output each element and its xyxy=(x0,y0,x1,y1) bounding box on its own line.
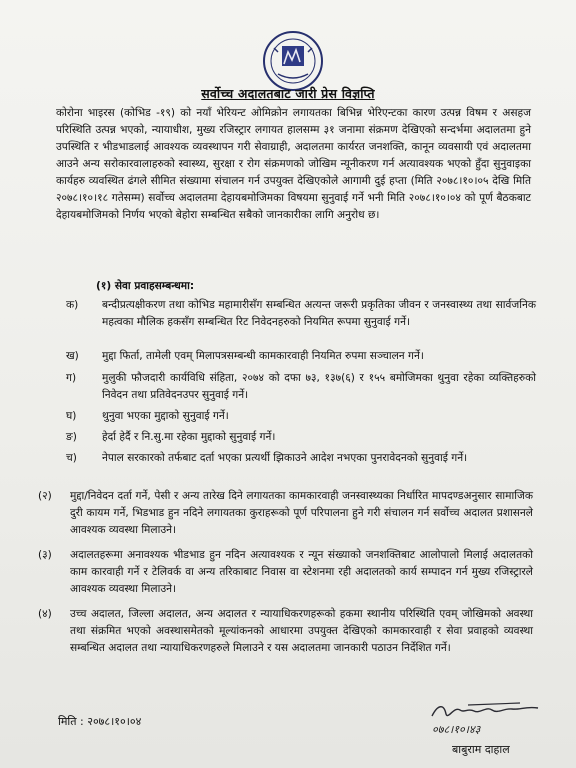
numbered-point xyxy=(38,547,533,598)
list-item xyxy=(66,297,536,331)
signer-name: बाबुराम दाहाल xyxy=(452,743,510,756)
supreme-court-seal-icon xyxy=(262,30,324,92)
signature-date: ०७८।१०।४३ xyxy=(432,723,481,736)
item-text: हेर्दा हेर्दै र नि.सु.मा रहेका मुद्दाको सुनुवाई गर्ने। xyxy=(102,431,276,443)
item-marker: ङ) xyxy=(66,431,77,443)
item-text: बन्दीप्रत्यक्षीकरण तथा कोभिड महामारीसँग सम्बन्धित अत्यन्त जरूरी प्रकृतिका जीवन र जनस्वास्थ्य तथा सार्वजनिक महत्वका मौलिक हकसँग सम्बन्धित रिट निवेदनहरुको नियमित रूपमा सुनुवाई गर्ने। xyxy=(102,299,536,328)
point-text: मुद्दा/निवेदन दर्ता गर्ने, पेसी र अन्य तारेख दिने लगायतका कामकारवाही जनस्वास्थ्यका निर्धारित मापदण्डअनुसार सामाजिक दुरी कायम गर्ने, भिडभाड हुन नदिने लगायतका कुराहरूको पूर्ण परिपालना हुने गरी संचालन गर्न सर्वोच्च अदालत प्रशासनले आवश्यक व्यवस्था मिलाउने। xyxy=(70,490,533,536)
list-item xyxy=(66,370,536,404)
list-item xyxy=(66,348,536,365)
point-marker: (४) xyxy=(38,608,52,620)
signature-icon xyxy=(428,700,548,722)
item-text: मुलुकी फौजदारी कार्यविधि संहिता, २०७४ को दफा ७३, १३७(६) र १५५ बमोजिमका थुनुवा रहेका व्यक्तिहरुको निवेदन तथा प्रतिवेदनउपर सुनुवाई गर्ने। xyxy=(102,372,536,401)
list-item xyxy=(66,429,536,446)
item-marker: ख) xyxy=(66,350,79,362)
issue-date: मिति : २०७८।१०।०४ xyxy=(58,715,142,728)
list-item xyxy=(66,450,536,467)
point-marker: (२) xyxy=(38,490,52,502)
item-marker: घ) xyxy=(66,410,77,422)
numbered-point xyxy=(38,606,533,657)
section-heading: (१) सेवा प्रवाहसम्बन्धमा: xyxy=(96,280,195,292)
point-text: अदालतहरूमा अनावश्यक भीडभाड हुन नदिन अत्यावश्यक र न्यून संख्याको जनशक्तिबाट आलोपालो मिलाई अदालतको काम कारवाही गर्ने र टेलिवर्क वा अन्य तरिकाबाट निवास वा स्टेशनमा रही अदालतको कार्य सम्पादन गर्न मुख्य रजिस्ट्रारले आवश्यक व्यवस्था मिलाउने। xyxy=(70,549,533,595)
numbered-point xyxy=(38,488,533,539)
intro-paragraph: कोरोना भाइरस (कोभिड -१९) को नयाँ भेरियन्ट ओमिक्रोन लगायतका बिभिन्न भेरिएन्टका कारण उत्पन्न विषम र असहज परिस्थिति उत्पन्न भएको, न्यायाधीश, मुख्य रजिस्ट्रार लगायत हालसम्म ३१ जनामा संक्रमण देखिएको सन्दर्भमा अदालतमा हुने उपस्थिति र भीडभाडलाई आवश्यक व्यवस्थापन गरी सेवाग्राही, अदालतमा कार्यरत जनशक्ति, कानून व्यवसायी एवं अदालतमा आउने अन्य सरोकारवालाहरुको स्वास्थ्य, सुरक्षा र रोग संक्रमणको जोखिम न्यूनीकरण गर्न अत्यावश्यक भएको हुँदा सुनुवाइका कार्यहरु व्यवस्थित ढंगले सीमित संख्यामा संचालन गर्न उपयुक्त देखिएकोले आगामी दुई हप्ता (मिति २०७८।१०।०५ देखि मिति २०७८।१०।१८ गतेसम्म) सर्वोच्च अदालतमा देहायबमोजिमका विषयमा सुनुवाई गर्ने भनी मिति २०७८।१०।०४ को पूर्ण बैठकबाट देहायबमोजिमको निर्णय भएको बेहोरा सम्बन्धित सबैको जानकारीका लागि अनुरोध छ। xyxy=(56,107,531,221)
item-text: थुनुवा भएका मुद्दाको सुनुवाई गर्ने। xyxy=(102,410,229,422)
item-marker: च) xyxy=(66,452,77,464)
list-item xyxy=(66,408,536,425)
item-marker: क) xyxy=(66,299,79,311)
item-text: मुद्दा फिर्ता, तामेली एवम् मिलापत्रसम्बन्धी कामकारवाही नियमित रुपमा सञ्चालन गर्ने। xyxy=(102,350,424,362)
point-text: उच्च अदालत, जिल्ला अदालत, अन्य अदालत र न्यायाधिकरणहरूको हकमा स्थानीय परिस्थिति एवम् जोखिमको अवस्था तथा संक्रमित भएको अवस्थासमेतको मूल्यांकनको आधारमा उपयुक्त देखिएको कामकारवाही र सेवा प्रवाहको व्यवस्था सम्बन्धित अदालत तथा न्यायाधिकरणहरुले मिलाउने र यस अदालतमा जानकारी पठाउन निर्देशित गर्ने। xyxy=(70,608,533,654)
item-text: नेपाल सरकारको तर्फबाट दर्ता भएका प्रत्यर्थी झिकाउने आदेश नभएका पुनरावेदनको सुनुवाई गर्ने। xyxy=(102,452,468,464)
point-marker: (३) xyxy=(38,549,52,561)
page-title: सर्वोच्च अदालतबाट जारी प्रेस विज्ञप्ति xyxy=(201,86,375,101)
item-marker: ग) xyxy=(66,372,77,384)
